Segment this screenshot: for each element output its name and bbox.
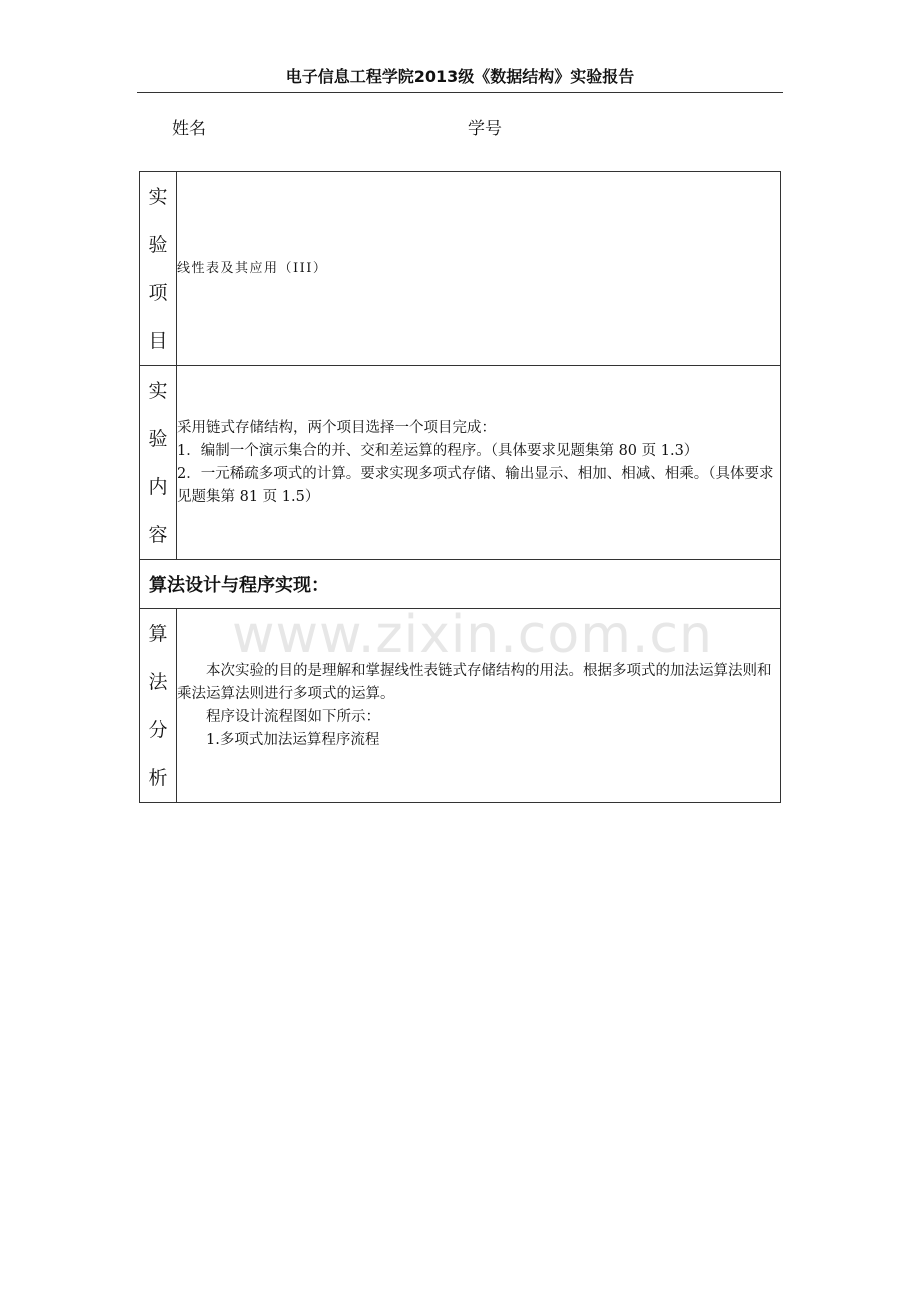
design-heading: 算法设计与程序实现： bbox=[140, 560, 781, 609]
analysis-paragraph: 程序设计流程图如下所示： bbox=[206, 708, 380, 725]
project-cell bbox=[177, 172, 781, 366]
page-header bbox=[137, 64, 783, 93]
content-line: 采用链式存储结构，两个项目选择一个项目完成： bbox=[177, 419, 496, 436]
project-row bbox=[140, 172, 781, 366]
analysis-row bbox=[140, 609, 781, 803]
analysis-paragraph: 本次实验的目的是理解和掌握线性表链式存储结构的用法。根据多项式的加法运算法则和乘法运算法则进行多项式的运算。 bbox=[177, 662, 772, 702]
content-label: 实 验 内 容 bbox=[140, 366, 177, 560]
analysis-cell bbox=[177, 609, 781, 803]
analysis-label: 算 法 分 析 bbox=[140, 609, 177, 803]
content-line: 2．一元稀疏多项式的计算。要求实现多项式存储、输出显示、相加、相减、相乘。（具体要求见题集第 81 页 1.5） bbox=[177, 465, 774, 505]
content-row bbox=[140, 366, 781, 560]
report-title: 电子信息工程学院2013级《数据结构》实验报告 bbox=[285, 67, 635, 86]
project-title: 线性表及其应用（III） bbox=[177, 261, 328, 276]
content-line: 1．编制一个演示集合的并、交和差运算的程序。（具体要求见题集第 80 页 1.3） bbox=[177, 442, 699, 459]
watermark-text: www.zixin.com.cn bbox=[232, 605, 713, 665]
design-row bbox=[140, 560, 781, 609]
student-id-label: 学号 bbox=[468, 119, 502, 139]
project-label: 实 验 项 目 bbox=[140, 172, 177, 366]
content-cell bbox=[177, 366, 781, 560]
analysis-paragraph: 1.多项式加法运算程序流程 bbox=[206, 731, 380, 748]
report-table bbox=[139, 171, 781, 803]
name-label: 姓名 bbox=[172, 119, 206, 139]
